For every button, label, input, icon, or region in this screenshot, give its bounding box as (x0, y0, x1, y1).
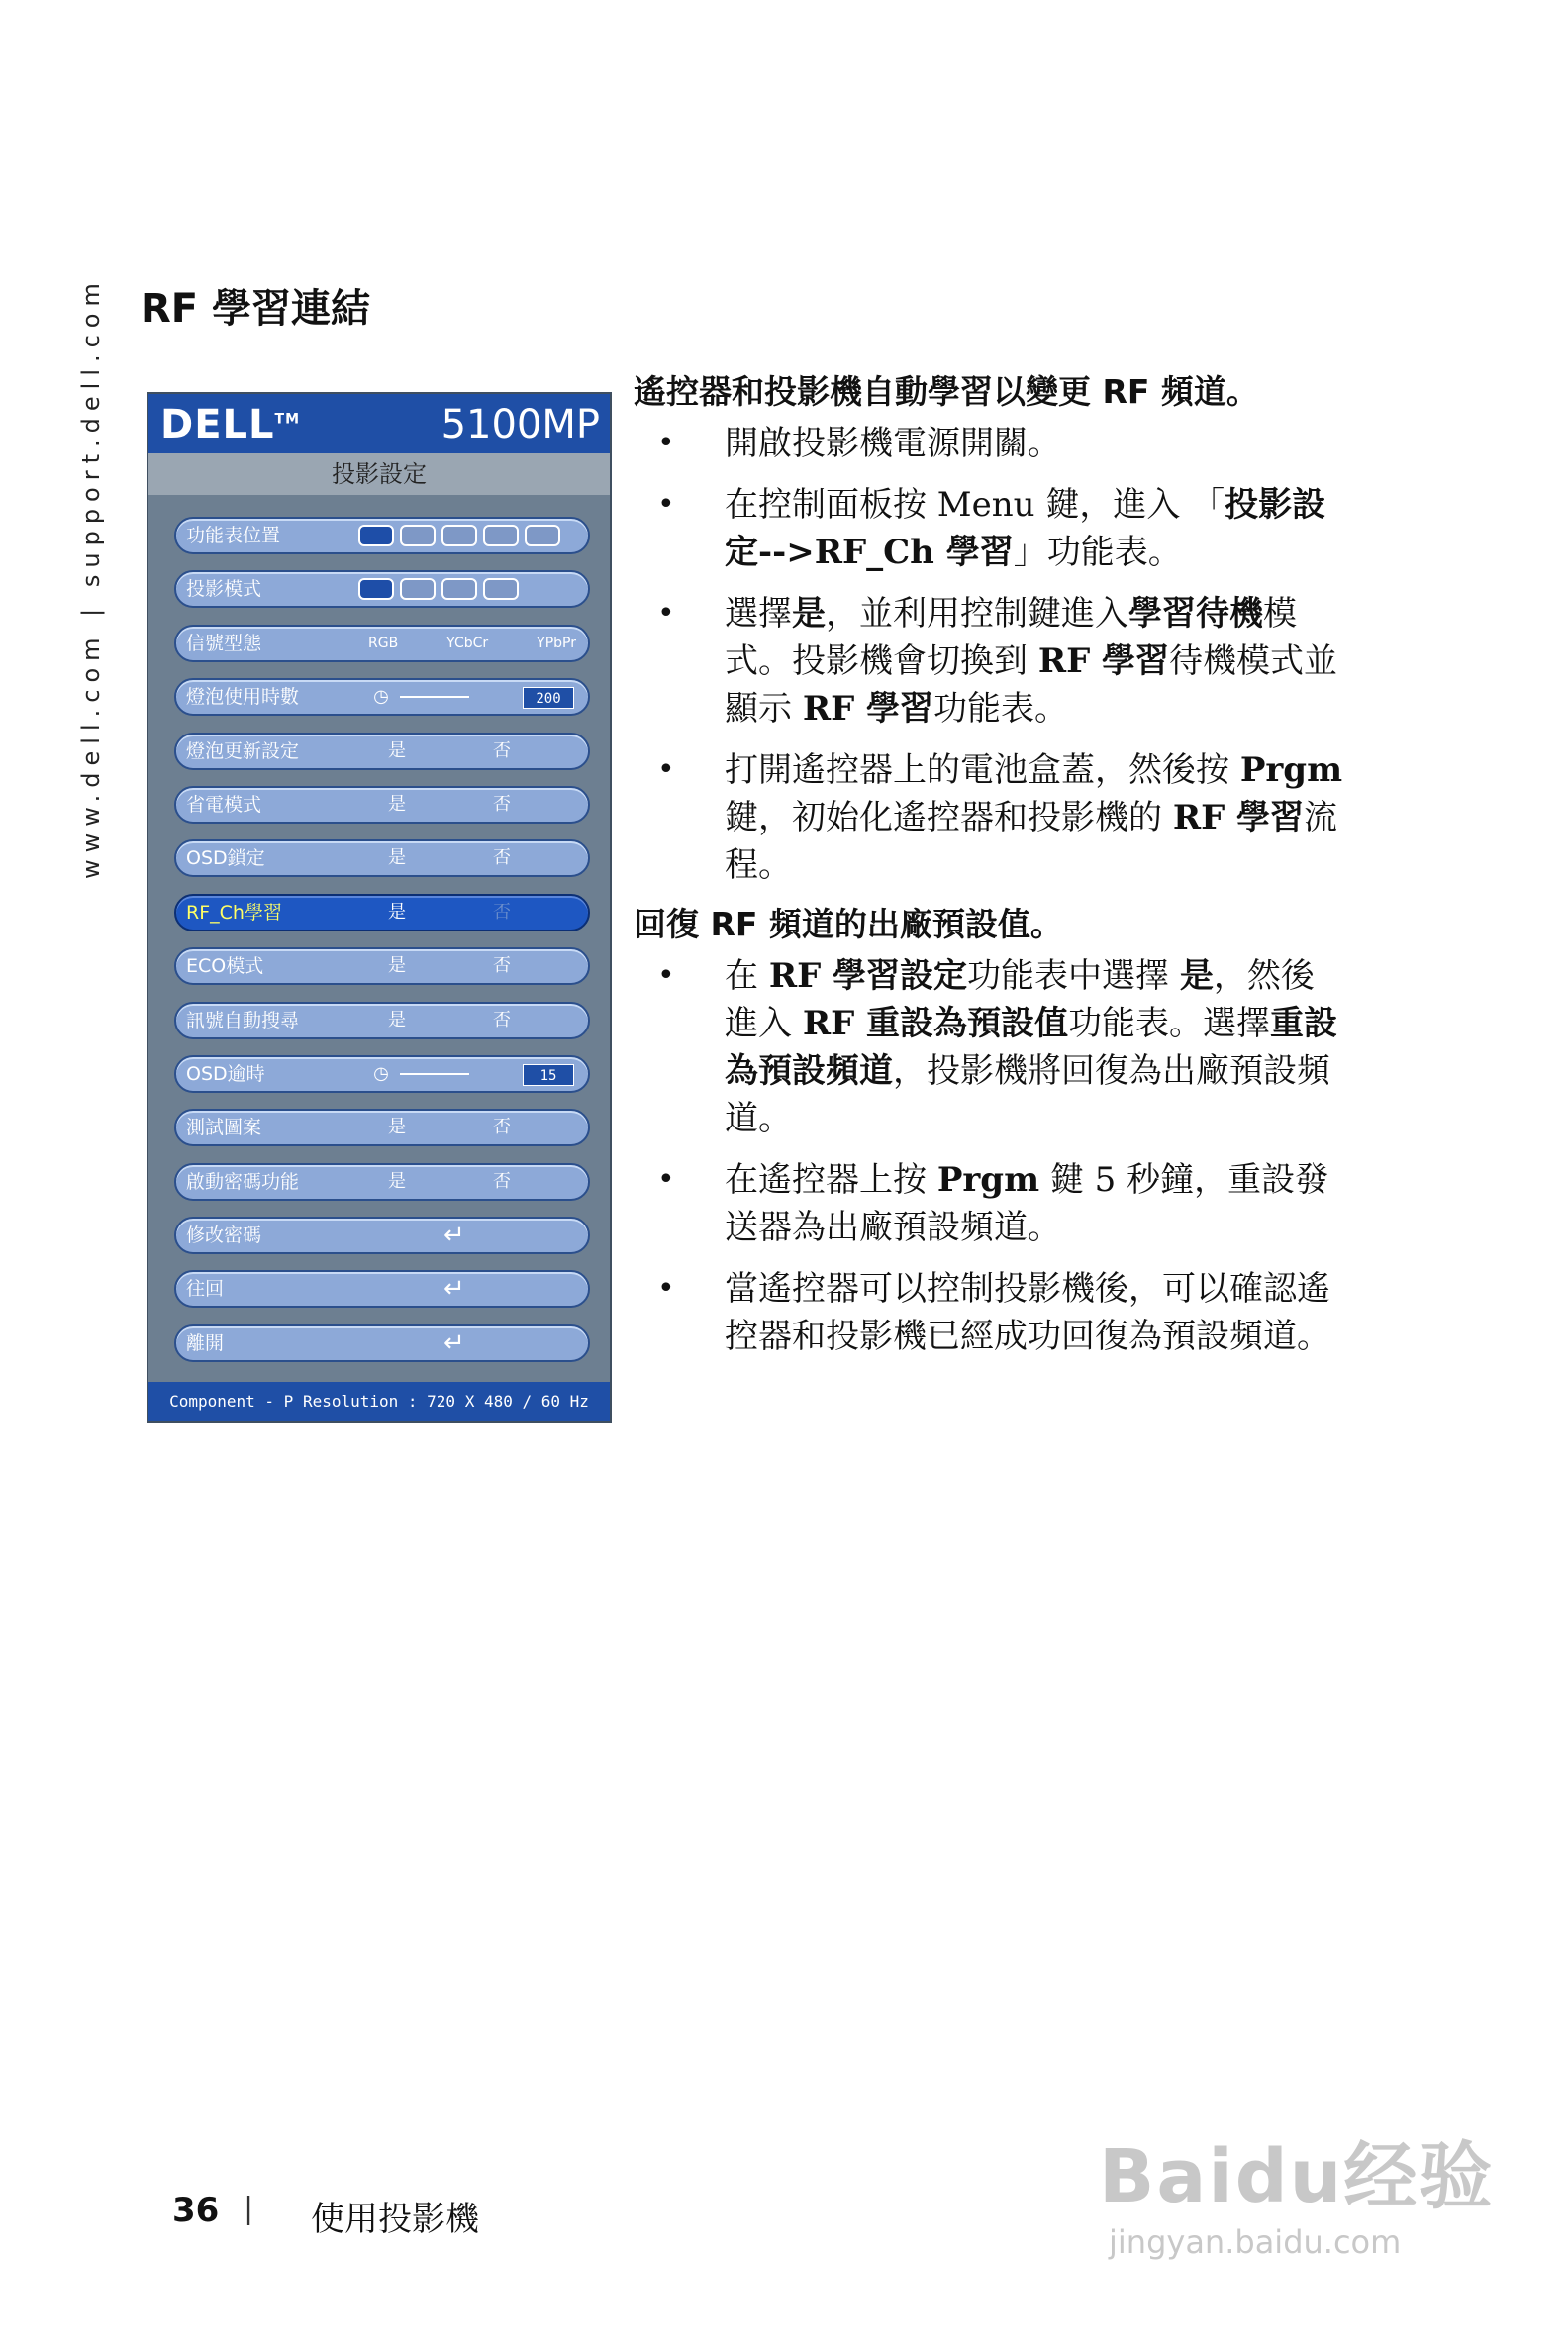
osd-row (174, 517, 590, 554)
osd-option-no: 否 (493, 793, 511, 815)
list-item (634, 590, 1346, 733)
section-title: RF 學習連結 (141, 286, 371, 332)
osd-row (174, 786, 590, 824)
slider-value: 15 (523, 1064, 574, 1086)
osd-row-label: 投影模式 (186, 578, 262, 601)
osd-row (174, 894, 590, 931)
osd-menu-image (147, 392, 612, 1423)
osd-signal-option: YCbCr (446, 635, 489, 651)
item-text: ，然後進入 (725, 956, 1315, 1043)
osd-row-label: 訊號自動搜尋 (186, 1009, 300, 1031)
section2-list (634, 952, 1346, 1360)
item-text: 開啟投影機電源開關。 (725, 424, 1061, 463)
item-text: 在 (725, 956, 769, 996)
item-bold: 是 (1179, 956, 1214, 996)
list-item (634, 420, 1346, 467)
osd-row-label: 省電模式 (186, 793, 262, 816)
slider-value: 200 (523, 687, 574, 709)
osd-row (174, 1324, 590, 1362)
item-bold: Prgm (1239, 750, 1343, 790)
item-text: ，並利用控制鍵進入 (826, 594, 1128, 634)
osd-row-label: 離開 (186, 1331, 225, 1354)
dell-logo (160, 402, 300, 447)
watermark-logo-text: Baidu经验 (1099, 2134, 1495, 2219)
osd-row (174, 570, 590, 608)
osd-row (174, 947, 590, 985)
osd-row-label: 功能表位置 (186, 525, 281, 546)
osd-row (174, 839, 590, 877)
osd-option-yes: 是 (388, 739, 406, 761)
lamp-icon: ◷ (373, 686, 389, 708)
osd-row (174, 733, 590, 770)
position-option-icon (441, 578, 477, 600)
osd-icon-options (358, 525, 560, 546)
item-text: 在控制面板按 Menu 鍵，進入 「 (725, 485, 1225, 525)
osd-row (174, 1002, 590, 1039)
item-text: 」功能表。 (1013, 533, 1182, 572)
slider-track (400, 1073, 469, 1075)
osd-option-yes: 是 (388, 1170, 406, 1192)
enter-icon: ↵ (443, 1221, 465, 1251)
osd-status-bar: Component - P Resolution : 720 X 480 / 60 Hz (148, 1382, 610, 1421)
position-option-icon (525, 525, 560, 546)
section1-list (634, 420, 1346, 889)
watermark-url: jingyan.baidu.com (1109, 2223, 1402, 2261)
item-text: 當遙控器可以控制投影機後，可以確認遙控器和投影機已經成功回復為預設頻道。 (725, 1269, 1330, 1356)
list-item (634, 952, 1346, 1142)
item-bold: Prgm (936, 1160, 1040, 1200)
list-item (634, 1265, 1346, 1360)
item-text: 流程。 (725, 798, 1338, 885)
osd-option-no: 否 (493, 955, 511, 977)
slider-track (400, 696, 469, 698)
item-text: 鍵 5 秒鐘，重設發送器為出廠預設頻道。 (725, 1160, 1329, 1247)
item-bold: 是 (792, 594, 826, 634)
enter-icon: ↵ (443, 1327, 465, 1358)
section2-heading: 回復 RF 頻道的出廠預設值。 (634, 905, 1063, 943)
osd-option-no: 否 (493, 1009, 511, 1030)
osd-row (174, 1217, 590, 1254)
osd-option-yes: 是 (388, 793, 406, 815)
item-text: 功能表中選擇 (967, 956, 1180, 996)
side-url (77, 275, 107, 879)
trademark: TM (274, 411, 300, 428)
osd-row-label: 燈泡更新設定 (186, 739, 300, 762)
list-item (634, 1156, 1346, 1251)
item-text: 選擇 (725, 594, 792, 634)
list-item (634, 746, 1346, 889)
osd-option-no: 否 (493, 1170, 511, 1192)
osd-row-label: OSD逾時 (186, 1062, 265, 1085)
osd-option-yes: 是 (388, 1117, 406, 1138)
item-text: 鍵，初始化遙控器和投影機的 (725, 798, 1173, 837)
osd-row (174, 1270, 590, 1308)
osd-row (174, 678, 590, 716)
item-text: 功能表。 (933, 689, 1069, 729)
osd-signal-options (368, 627, 576, 660)
text-column (634, 370, 1346, 1374)
side-url-text: www.dell.com | support.dell.com (77, 276, 105, 879)
osd-option-yes: 是 (388, 955, 406, 977)
osd-option-no: 否 (493, 847, 511, 869)
osd-row-label: 往回 (186, 1278, 225, 1301)
osd-option-yes: 是 (388, 901, 406, 923)
osd-menu-title: 投影設定 (148, 453, 610, 495)
osd-row-label: RF_Ch學習 (186, 901, 282, 924)
chapter-name: 使用投影機 (311, 2200, 479, 2239)
osd-row (174, 1163, 590, 1201)
item-bold: RF 學習設定 (768, 956, 968, 996)
item-bold: 重設為預設頻道 (725, 1004, 1338, 1091)
position-option-icon (441, 525, 477, 546)
osd-row-label: OSD鎖定 (186, 847, 265, 870)
osd-row-label: 啟動密碼功能 (186, 1170, 300, 1193)
item-text: ，投影機將回復為出廠預設頻道。 (725, 1051, 1330, 1138)
osd-header (148, 394, 610, 453)
osd-option-no: 否 (493, 1117, 511, 1138)
item-text: 功能表。選擇 (1068, 1004, 1271, 1043)
osd-slider (370, 1057, 578, 1091)
osd-row-label: 修改密碼 (186, 1225, 262, 1247)
item-bold: 投影設定-->RF_Ch 學習 (725, 485, 1326, 572)
osd-slider (370, 680, 578, 714)
item-bold: RF 學習 (802, 689, 934, 729)
item-text: 待機模式並顯示 (725, 641, 1338, 729)
brand-text: DELL (160, 402, 275, 447)
list-item (634, 481, 1346, 576)
osd-row (174, 1109, 590, 1146)
osd-option-yes: 是 (388, 847, 406, 869)
position-option-icon (483, 578, 519, 600)
position-option-icon (358, 525, 394, 546)
osd-row (174, 1055, 590, 1093)
enter-icon: ↵ (443, 1274, 465, 1305)
osd-option-no: 否 (493, 739, 511, 761)
osd-row-label: ECO模式 (186, 955, 264, 978)
position-option-icon (400, 525, 436, 546)
page-number: 36 (172, 2191, 220, 2230)
baidu-watermark (1099, 2118, 1495, 2297)
item-bold: RF 學習 (1172, 798, 1305, 837)
item-text: 模式。投影機會切換到 (725, 594, 1297, 681)
osd-row-label: 測試圖案 (186, 1117, 262, 1139)
osd-signal-option: RGB (368, 635, 399, 651)
osd-signal-option: YPbPr (537, 635, 576, 651)
position-option-icon (358, 578, 394, 600)
osd-row-label: 信號型態 (186, 632, 262, 654)
osd-option-no: 否 (493, 901, 511, 923)
timer-icon: ◷ (373, 1062, 389, 1084)
osd-option-yes: 是 (388, 1009, 406, 1030)
osd-icon-options (358, 578, 519, 600)
section1-heading: 遙控器和投影機自動學習以變更 RF 頻道。 (634, 372, 1259, 411)
item-text: 在遙控器上按 (725, 1160, 937, 1200)
item-bold: RF 重設為預設值 (802, 1004, 1069, 1043)
osd-row (174, 625, 590, 662)
position-option-icon (400, 578, 436, 600)
osd-rows (174, 517, 590, 1378)
osd-row-label: 燈泡使用時數 (186, 686, 300, 709)
position-option-icon (483, 525, 519, 546)
item-text: 打開遙控器上的電池盒蓋，然後按 (725, 750, 1240, 790)
item-bold: 學習待機 (1128, 594, 1263, 634)
model-name: 5100MP (441, 402, 600, 447)
footer-separator: | (244, 2192, 254, 2226)
item-bold: RF 學習 (1037, 641, 1170, 681)
